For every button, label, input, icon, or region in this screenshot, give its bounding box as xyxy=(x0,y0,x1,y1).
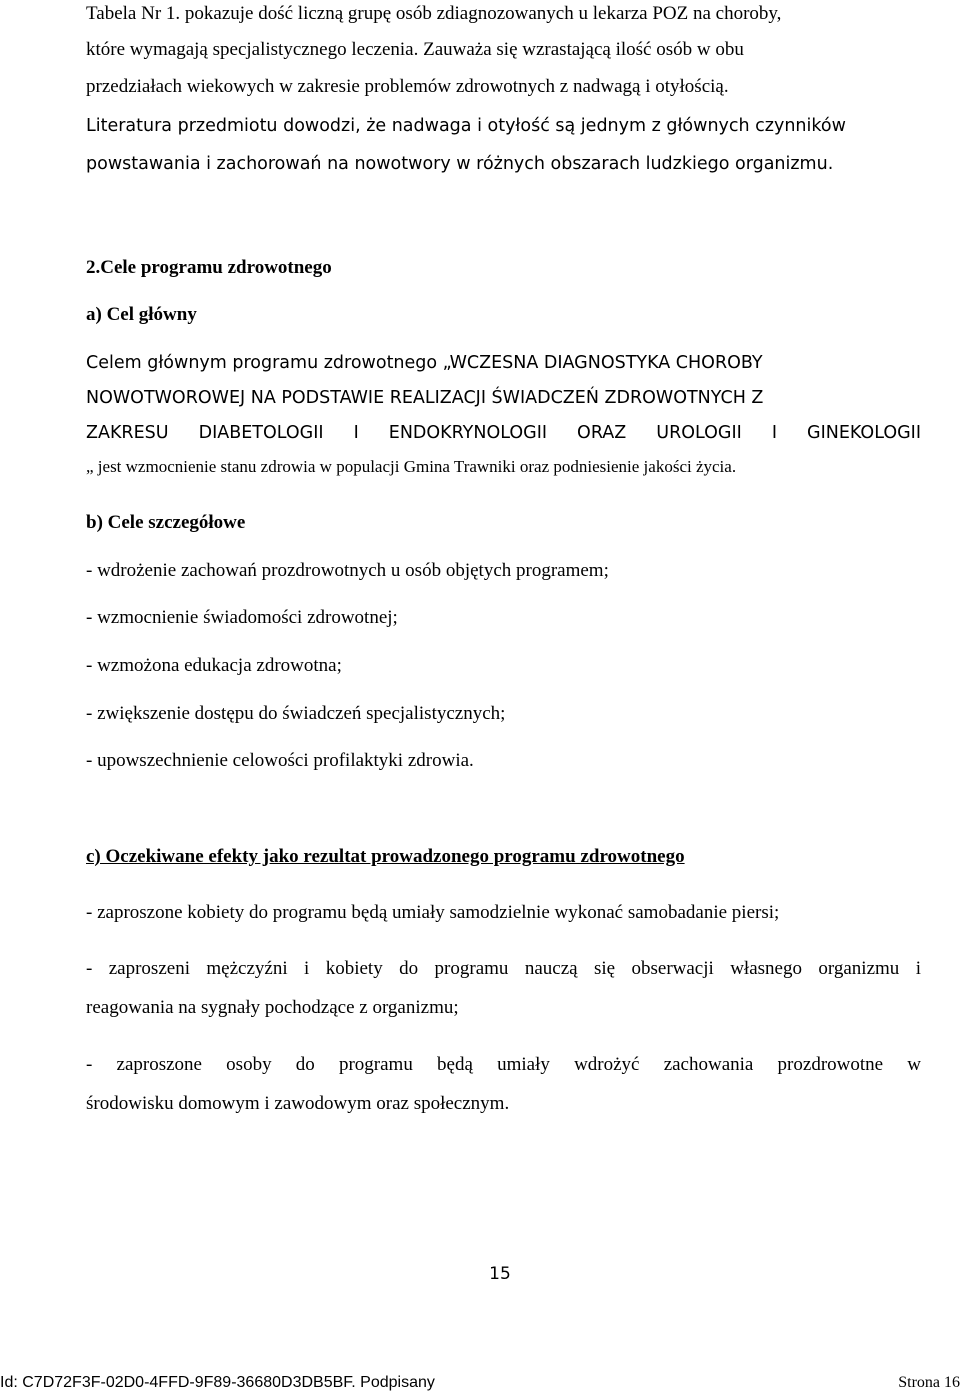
main-goal-line-3: ZAKRESU DIABETOLOGII I ENDOKRYNOLOGII ORAZ UROLOGII I GINEKOLOGII xyxy=(86,423,921,443)
effect-line-4: - zaproszone osoby do programu będą umiały wdrożyć zachowania prozdrowotne w xyxy=(86,1054,921,1075)
main-goal-line-2: NOWOTWOROWEJ NA PODSTAWIE REALIZACJI ŚWIADCZEŃ ZDROWOTNYCH Z xyxy=(86,388,764,408)
subheading-expected-effects: c) Oczekiwane efekty jako rezultat prowadzonego programu zdrowotnego xyxy=(86,846,685,867)
subheading-main-goal: a) Cel główny xyxy=(86,304,197,325)
subheading-specific-goals: b) Cele szczegółowe xyxy=(86,512,246,533)
main-goal-line-1: Celem głównym programu zdrowotnego „WCZESNA DIAGNOSTYKA CHOROBY xyxy=(86,353,763,373)
intro-line-2: które wymagają specjalistycznego leczenia. Zauważa się wzrastającą ilość osób w obu xyxy=(86,39,744,60)
effect-line-3: reagowania na sygnały pochodzące z organizmu; xyxy=(86,997,459,1018)
specific-goal-item: - wdrożenie zachowań prozdrowotnych u osób objętych programem; xyxy=(86,560,609,581)
section-heading-goals: 2.Cele programu zdrowotnego xyxy=(86,257,332,278)
specific-goal-item: - upowszechnienie celowości profilaktyki zdrowia. xyxy=(86,750,474,771)
main-goal-line-4: „ jest wzmocnienie stanu zdrowia w populacji Gmina Trawniki oraz podniesienie jakości życia. xyxy=(86,457,737,476)
page-number: 15 xyxy=(489,1264,511,1284)
effect-line-1: - zaproszone kobiety do programu będą umiały samodzielnie wykonać samobadanie piersi; xyxy=(86,902,780,923)
intro-line-5: powstawania i zachorowań na nowotwory w różnych obszarach ludzkiego organizmu. xyxy=(86,154,834,174)
footer-page-label: Strona 16 xyxy=(898,1374,960,1391)
intro-line-1: Tabela Nr 1. pokazuje dość liczną grupę osób zdiagnozowanych u lekarza POZ na choroby, xyxy=(86,3,782,24)
footer-document-id: Id: C7D72F3F-02D0-4FFD-9F89-36680D3DB5BF. Podpisany xyxy=(0,1374,435,1391)
specific-goal-item: - wzmożona edukacja zdrowotna; xyxy=(86,655,342,676)
effect-line-2: - zaproszeni mężczyźni i kobiety do programu nauczą się obserwacji własnego organizmu i xyxy=(86,958,921,979)
effect-line-5: środowisku domowym i zawodowym oraz społecznym. xyxy=(86,1093,510,1114)
intro-line-4: Literatura przedmiotu dowodzi, że nadwaga i otyłość są jednym z głównych czynników xyxy=(86,116,846,136)
intro-line-3: przedziałach wiekowych w zakresie problemów zdrowotnych z nadwagą i otyłością. xyxy=(86,76,729,97)
specific-goal-item: - wzmocnienie świadomości zdrowotnej; xyxy=(86,607,398,628)
specific-goal-item: - zwiększenie dostępu do świadczeń specjalistycznych; xyxy=(86,703,506,724)
